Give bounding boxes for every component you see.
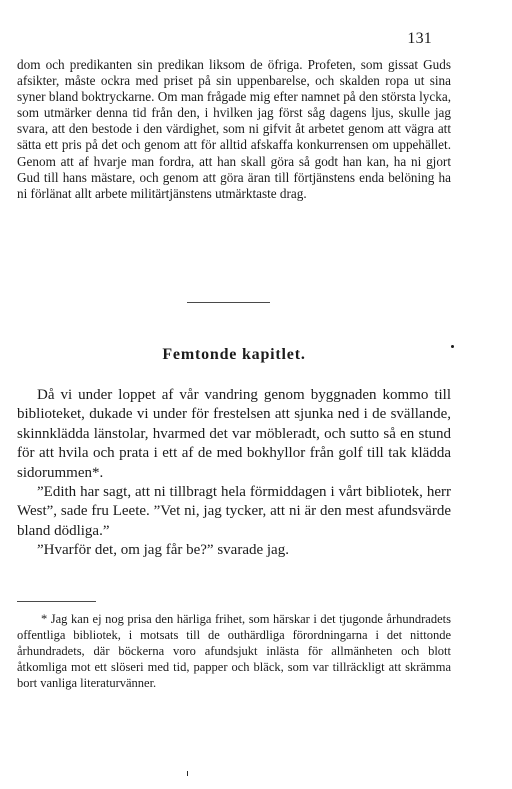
section-divider xyxy=(187,302,270,303)
body-paragraph: Då vi under loppet af vår vandring genom byggnaden kommo till biblioteket, dukade vi under för frestelsen att sjunka ned i de svällande, skinnklädda länstolar, hvarmed det var möbleradt, och sutto så en stund för att hvila och prata i ett af de med bokhyllor från golf till tak klädda sidorummen*. xyxy=(17,387,451,481)
body-paragraph: ”Hvarför det, om jag får be?” svarade jag. xyxy=(37,542,289,559)
continued-paragraph: dom och predikanten sin predikan liksom de öfriga. Profeten, som gissat Guds afsikter, måste ockra med priset på sin uppenbarelse, och skalden ropa ut sina syner bland boktryckarne. Om man frågade mig efter namnet på den största lycka, som utmärker denna tid från den, i hvilken jag först såg dagens ljus, skulle jag svara, att den bestode i den värdighet, som ni gifvit åt arbetet genom att vägra att sätta ett pris på det och genom att för alltid afskaffa konkurrensen om uppehället. Genom att af hvarje man fordra, att han skall göra så godt han kan, ha ni gjort Gud till hans mästare, och genom att göra äran till förtjänstens enda belöning ha ni förlänat allt arbete militärtjänstens utmärktaste drag. xyxy=(17,57,451,201)
footnote: * Jag kan ej nog prisa den härliga frihet, som härskar i det tjugonde århundradets offentliga bibliotek, i motsats till de outhärdliga förordningarna i det nittonde århundradets, där böckerna voro afundsjukt inlästa för allmänheten och blott åtkomliga mot ett slöseri med tid, papper och bläck, som var tillräckligt att skrämma bort vanliga literaturvänner. xyxy=(17,612,451,691)
chapter-body xyxy=(17,386,451,561)
print-mark xyxy=(187,771,188,776)
chapter-heading: Femtonde kapitlet. xyxy=(162,346,306,363)
page-number: 131 xyxy=(407,30,432,47)
footnote-divider xyxy=(17,601,96,602)
body-paragraph: ”Edith har sagt, att ni tillbragt hela förmiddagen i vårt bibliotek, herr West”, sade fru Leete. ”Vet ni, jag tycker, att ni är den mest afundsvärde bland dödliga.” xyxy=(17,484,451,539)
